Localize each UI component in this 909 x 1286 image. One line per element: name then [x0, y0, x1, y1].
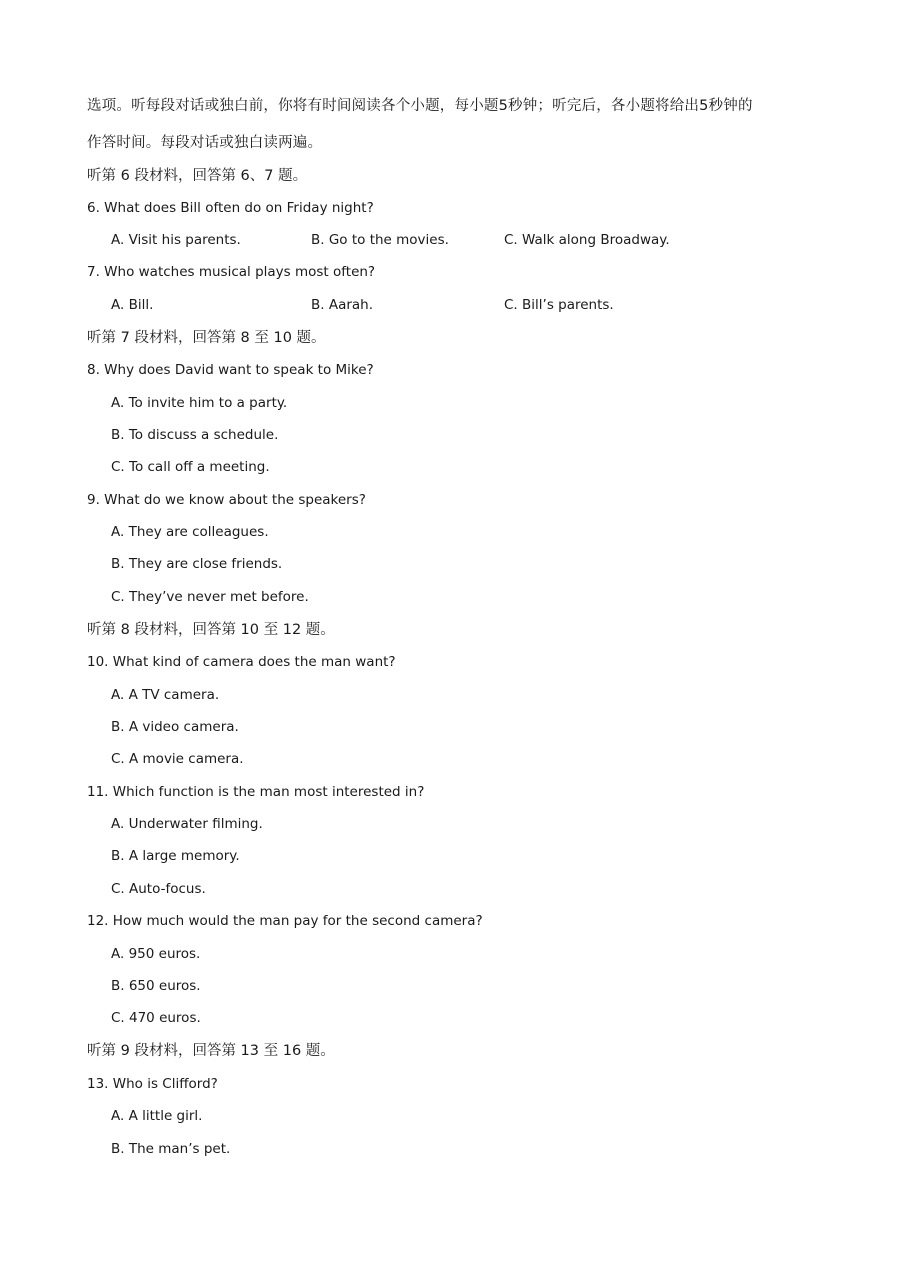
question-12-option-c: C. 470 euros. — [111, 1010, 201, 1026]
question-13-option-b: B. The man’s pet. — [111, 1141, 231, 1157]
question-8: 8. Why does David want to speak to Mike? — [87, 362, 374, 378]
question-9-option-a: A. They are colleagues. — [111, 524, 269, 540]
question-7-option-a: A. Bill. — [111, 297, 154, 313]
question-9-option-b: B. They are close friends. — [111, 556, 283, 572]
question-8-option-b: B. To discuss a schedule. — [111, 427, 279, 443]
question-8-option-a: A. To invite him to a party. — [111, 395, 288, 411]
question-12-option-a: A. 950 euros. — [111, 946, 201, 962]
section-heading-6: 听第 6 段材料，回答第 6、7 题。 — [87, 168, 308, 184]
question-6-option-b: B. Go to the movies. — [311, 232, 449, 248]
question-6: 6. What does Bill often do on Friday night? — [87, 200, 374, 216]
question-11-option-b: B. A large memory. — [111, 848, 240, 864]
question-9: 9. What do we know about the speakers? — [87, 492, 366, 508]
question-11-option-c: C. Auto-focus. — [111, 881, 206, 897]
question-7-option-c: C. Bill’s parents. — [504, 297, 614, 313]
section-heading-7: 听第 7 段材料，回答第 8 至 10 题。 — [87, 330, 326, 346]
question-7-option-b: B. Aarah. — [311, 297, 374, 313]
question-11-option-a: A. Underwater filming. — [111, 816, 263, 832]
question-10: 10. What kind of camera does the man want? — [87, 654, 396, 670]
section-heading-9: 听第 9 段材料，回答第 13 至 16 题。 — [87, 1043, 335, 1059]
question-12: 12. How much would the man pay for the second camera? — [87, 913, 483, 929]
instructions-line-2: 作答时间。每段对话或独白读两遍。 — [87, 135, 323, 151]
question-6-option-a: A. Visit his parents. — [111, 232, 241, 248]
question-9-option-c: C. They’ve never met before. — [111, 589, 309, 605]
question-13: 13. Who is Clifford? — [87, 1076, 218, 1092]
question-12-option-b: B. 650 euros. — [111, 978, 201, 994]
question-6-option-c: C. Walk along Broadway. — [504, 232, 670, 248]
question-10-option-b: B. A video camera. — [111, 719, 239, 735]
question-8-option-c: C. To call off a meeting. — [111, 459, 270, 475]
question-7: 7. Who watches musical plays most often? — [87, 264, 376, 280]
question-10-option-a: A. A TV camera. — [111, 687, 220, 703]
question-10-option-c: C. A movie camera. — [111, 751, 244, 767]
instructions-line-1: 选项。听每段对话或独白前，你将有时间阅读各个小题，每小题5秒钟；听完后，各小题将给出5秒钟的 — [87, 98, 753, 114]
question-11: 11. Which function is the man most interested in? — [87, 784, 425, 800]
question-13-option-a: A. A little girl. — [111, 1108, 203, 1124]
section-heading-8: 听第 8 段材料，回答第 10 至 12 题。 — [87, 622, 335, 638]
